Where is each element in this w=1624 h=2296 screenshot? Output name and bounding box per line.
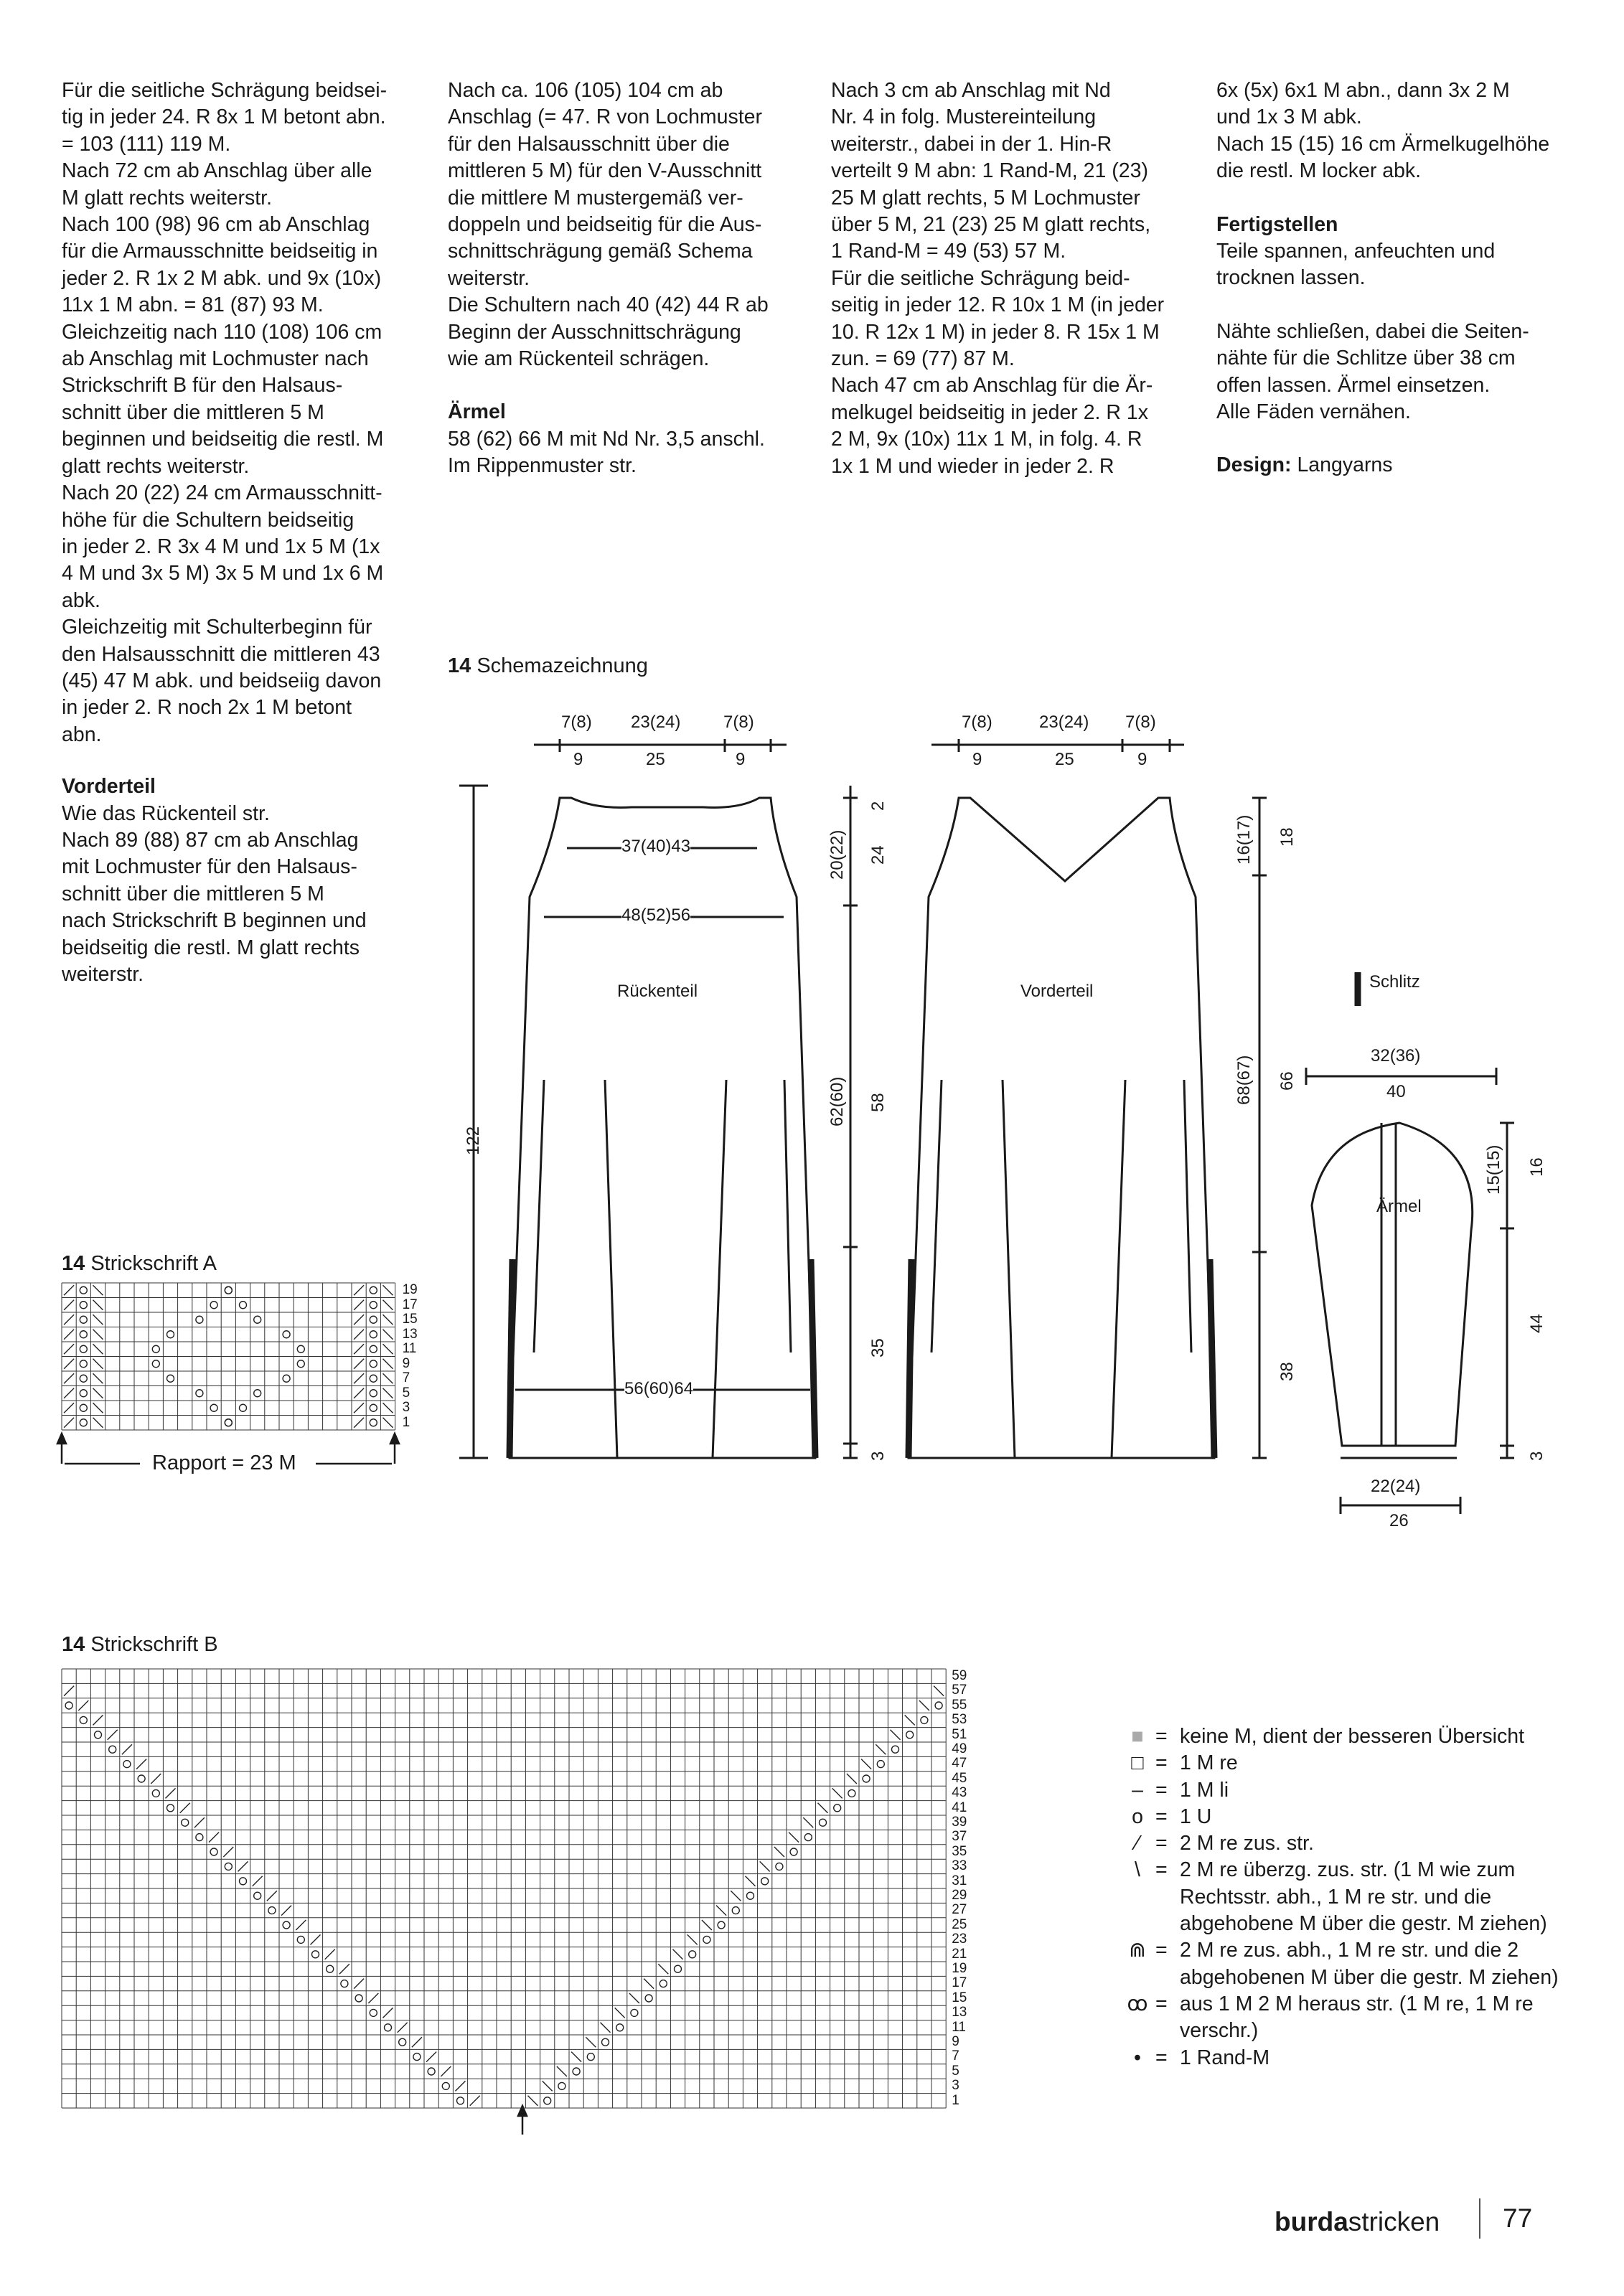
empty-square-icon: □ bbox=[1131, 1751, 1144, 1775]
legend-text: 2 M re zus. abh., 1 M re str. und die 2 abgehobenen M über die gestr. M ziehen) bbox=[1180, 1939, 1559, 1989]
chart-b-row-number: 23 bbox=[952, 1932, 967, 1947]
chart-b-row-number: 37 bbox=[952, 1829, 967, 1845]
chart-b-row-number: 27 bbox=[952, 1902, 967, 1918]
chart-b-row-number: 35 bbox=[952, 1843, 967, 1859]
sleeve-dim-top-1: 32(36) bbox=[1371, 1046, 1421, 1065]
section-heading-aermel: Ärmel bbox=[448, 400, 506, 424]
chart-b-row-number: 59 bbox=[952, 1668, 967, 1683]
back-dim-35: 35 bbox=[868, 1338, 888, 1358]
legend-equals: = bbox=[1155, 1832, 1168, 1855]
back-dim-armhole: 20(22) bbox=[827, 829, 847, 880]
legend-text: 1 M li bbox=[1180, 1778, 1229, 1802]
dash-icon: – bbox=[1132, 1778, 1143, 1802]
front-piece-label: Vorderteil bbox=[1020, 982, 1094, 1001]
legend-text: 2 M re zus. str. bbox=[1180, 1832, 1314, 1855]
design-credit: Design: Langyarns bbox=[1216, 453, 1393, 477]
chart-b-row-number: 25 bbox=[952, 1916, 967, 1932]
legend-item bbox=[1120, 1750, 1579, 1777]
chart-a-row-number: 9 bbox=[402, 1355, 410, 1371]
chart-b-row-number: 57 bbox=[952, 1683, 967, 1698]
legend-text: 1 Rand-M bbox=[1180, 2046, 1270, 2069]
front-dim-18: 18 bbox=[1277, 827, 1297, 847]
cross-icon: ꝏ bbox=[1127, 1992, 1148, 2015]
chart-b-row-number: 9 bbox=[952, 2034, 959, 2049]
chart-a-row-number: 3 bbox=[402, 1400, 410, 1415]
legend-equals: = bbox=[1155, 1778, 1168, 1802]
front-dim-38: 38 bbox=[1277, 1362, 1297, 1381]
legend-equals: = bbox=[1155, 1939, 1168, 1962]
chart-b-row-number: 51 bbox=[952, 1726, 967, 1742]
front-dim-16: 16(17) bbox=[1234, 814, 1254, 865]
back-piece-outline bbox=[510, 798, 815, 1458]
back-dim-shoulder-left: 7(8) bbox=[561, 712, 592, 732]
front-dim-68: 68(67) bbox=[1234, 1055, 1254, 1105]
back-dim-shoulder-left-2: 9 bbox=[573, 750, 583, 769]
chart-a-row-number: 1 bbox=[402, 1414, 410, 1430]
paragraph: Nach 3 cm ab Anschlag mit Nd Nr. 4 in folg. Mustereinteilung weiterstr., dabei in der 1. Hin-R verteilt 9 M abn: 1 Rand-M, 21 (23) 25 M glatt rechts, 5 M Lochmuster über 5 M, 21 (23) 25 M glatt rechts, 1 Rand-M = 49 (53) 57 M. Für die seitliche Schrägung beid- seitig in jeder 12. R 10x 1 M (in jeder 10. R 12x 1 M) in jeder 8. R 15x 1 M zun. = 69 (77) 87 M. Nach 47 cm ab Anschlag für die Är- melkugel beidseitig in jeder 2. R 1x 2 M, 9x (10x) 11x 1 M, in folg. 4. R 1x 1 M und wieder in jeder 2. R bbox=[831, 79, 1165, 478]
front-dim-neck-2: 25 bbox=[1055, 750, 1074, 769]
chart-b-row-number: 49 bbox=[952, 1741, 967, 1756]
chart-a-row-number: 11 bbox=[402, 1341, 417, 1356]
back-width-3: 56(60)64 bbox=[624, 1379, 694, 1398]
chart-b-row-number: 31 bbox=[952, 1873, 967, 1888]
legend-equals: = bbox=[1155, 1805, 1168, 1828]
slit-legend-label: Schlitz bbox=[1369, 972, 1420, 992]
paragraph: Für die seitliche Schrägung beidsei- tig in jeder 24. R 8x 1 M betont abn. = 103 (111) 119 M. Nach 72 cm ab Anschlag über alle M glatt rechts weiterstr. Nach 100 (98) 96 cm ab Anschlag für die Armausschnitte beidseitig in jeder 2. R 1x 2 M abk. und 9x (10x) 11x 1 M abn. = 81 (87) 93 M. Gleichzeitig nach 110 (108) 106 cm ab Anschlag mit Lochmuster nach Strickschrift B für den Halsaus- schnitt über die mittleren 5 M beginnen und beidseitig die restl. M glatt rechts weiterstr. Nach 20 (22) 24 cm Armausschnitt- höhe für die Schultern beidseitig in jeder 2. R 3x 4 M und 1x 5 M (1x 4 M und 3x 5 M) 3x 5 M und 1x 6 M abk. Gleichzeitig mit Schulterbeginn für den Halsausschnitt die mittleren 43 (45) 47 M abk. und beidseiig davon in jeder 2. R noch 2x 1 M betont abn. bbox=[62, 79, 388, 746]
back-width-1: 37(40)43 bbox=[621, 837, 691, 856]
sleeve-dim-44: 44 bbox=[1527, 1314, 1546, 1333]
legend-equals: = bbox=[1155, 1751, 1168, 1775]
back-dim-3: 3 bbox=[868, 1451, 888, 1461]
sleeve-dim-3: 3 bbox=[1527, 1451, 1546, 1461]
chart-b-row-number: 45 bbox=[952, 1770, 967, 1786]
section-heading-vorderteil: Vorderteil bbox=[62, 775, 156, 799]
paragraph: Teile spannen, anfeuchten und trocknen lassen. bbox=[1216, 240, 1496, 290]
chart-b-row-number: 5 bbox=[952, 2063, 959, 2079]
chart-b-row-number: 13 bbox=[952, 2005, 967, 2020]
gray-square-icon: ■ bbox=[1131, 1725, 1144, 1748]
chart-a-row-number: 19 bbox=[402, 1282, 418, 1297]
slit-line bbox=[1210, 1259, 1214, 1458]
chart-a-row-number: 13 bbox=[402, 1326, 418, 1342]
text-column-2 bbox=[448, 77, 799, 507]
front-dim-66: 66 bbox=[1277, 1071, 1297, 1091]
footer-divider bbox=[1479, 2198, 1480, 2239]
chart-a-repeat-label: Rapport = 23 M bbox=[152, 1452, 296, 1474]
chart-a-row-number: 5 bbox=[402, 1385, 410, 1401]
back-width-2: 48(52)56 bbox=[621, 905, 691, 925]
legend-text: 1 U bbox=[1180, 1805, 1212, 1828]
sleeve-dim-15: 15(15) bbox=[1484, 1144, 1503, 1195]
text-column-1 bbox=[62, 77, 413, 1015]
chart-b-row-number: 1 bbox=[952, 2092, 959, 2108]
arch-icon: ⋒ bbox=[1129, 1939, 1146, 1962]
paragraph: Nach ca. 106 (105) 104 cm ab Anschlag (= 47. R von Lochmuster für den Halsausschnitt über die mittleren 5 M) für den V-Ausschnitt die mittlere M mustergemäß ver- doppeln und beidseitig für die Aus- schnittschrägung gemäß Schema weiterstr. Die Schultern nach 40 (42) 44 R ab Beginn der Ausschnittschrägung wie am Rückenteil schrägen. bbox=[448, 79, 769, 371]
sleeve-dim-top-2: 40 bbox=[1386, 1082, 1406, 1101]
legend-equals: = bbox=[1155, 1858, 1168, 1882]
chart-b-row-number: 55 bbox=[952, 1697, 967, 1713]
paragraph: Wie das Rückenteil str. Nach 89 (88) 87 cm ab Anschlag mit Lochmuster für den Halsaus- schnitt über die mittleren 5 M nach Strickschrift B beginnen und beidseitig die restl. M glatt rechts weiterstr. bbox=[62, 801, 367, 986]
sleeve-outline bbox=[1312, 1123, 1473, 1446]
legend-equals: = bbox=[1155, 1725, 1168, 1748]
legend-item bbox=[1120, 2045, 1579, 2071]
page-number: 77 bbox=[1503, 2203, 1533, 2233]
chart-a-row-number: 17 bbox=[402, 1297, 418, 1312]
legend-item bbox=[1120, 1804, 1579, 1830]
legend-item bbox=[1120, 1991, 1579, 2045]
legend-equals: = bbox=[1155, 2046, 1168, 2069]
slash-icon: ⁄ bbox=[1135, 1832, 1140, 1855]
chart-a-row-number: 7 bbox=[402, 1370, 410, 1385]
chart-b-row-number: 19 bbox=[952, 1961, 967, 1976]
legend-text: 1 M re bbox=[1180, 1751, 1238, 1775]
sleeve-dim-bottom-1: 22(24) bbox=[1371, 1477, 1421, 1496]
chart-b-row-number: 29 bbox=[952, 1888, 967, 1903]
schema-title: 14 Schemazeichnung bbox=[448, 654, 648, 677]
slit-line bbox=[909, 1259, 911, 1458]
front-piece-outline bbox=[909, 798, 1214, 1458]
text-column-4 bbox=[1216, 77, 1568, 479]
chart-b-row-number: 33 bbox=[952, 1858, 967, 1874]
text-column-3 bbox=[831, 77, 1183, 507]
slit-line bbox=[811, 1259, 815, 1458]
back-dim-neck-2: 25 bbox=[646, 750, 665, 769]
paragraph: 58 (62) 66 M mit Nd Nr. 3,5 anschl. Im Rippenmuster str. bbox=[448, 427, 765, 478]
legend-item bbox=[1120, 1830, 1579, 1857]
sleeve-label: Ärmel bbox=[1376, 1197, 1422, 1216]
legend-text: keine M, dient der besseren Übersicht bbox=[1180, 1725, 1524, 1748]
legend-item bbox=[1120, 1857, 1579, 1937]
front-dim-shoulder-right-2: 9 bbox=[1137, 750, 1147, 769]
chart-b-title: 14 Strickschrift B bbox=[62, 1633, 218, 1656]
legend-item bbox=[1120, 1777, 1579, 1804]
chart-b-row-number: 7 bbox=[952, 2048, 959, 2064]
chart-b-row-number: 15 bbox=[952, 1990, 967, 2005]
chart-b-row-number: 53 bbox=[952, 1712, 967, 1728]
backslash-icon: \ bbox=[1135, 1858, 1140, 1882]
section-heading-fertigstellen: Fertigstellen bbox=[1216, 212, 1338, 236]
chart-b-row-number: 43 bbox=[952, 1785, 967, 1801]
front-dim-shoulder-right: 7(8) bbox=[1125, 712, 1156, 732]
back-dim-2: 2 bbox=[868, 801, 888, 811]
legend-equals: = bbox=[1155, 1992, 1168, 2015]
legend-item bbox=[1120, 1723, 1579, 1750]
dot-icon: • bbox=[1134, 2046, 1141, 2069]
back-dim-shoulder-right: 7(8) bbox=[723, 712, 754, 732]
circle-icon: o bbox=[1132, 1805, 1143, 1828]
chart-b-row-number: 47 bbox=[952, 1756, 967, 1772]
back-dim-24: 24 bbox=[868, 845, 888, 865]
paragraph: Nähte schließen, dabei die Seiten- nähte für die Schlitze über 38 cm offen lassen. Ärmel einsetzen. Alle Fäden vernähen. bbox=[1216, 319, 1529, 424]
chart-b-row-number: 3 bbox=[952, 2078, 959, 2094]
sleeve-dim-16: 16 bbox=[1527, 1157, 1546, 1177]
front-dim-shoulder-left-2: 9 bbox=[972, 750, 982, 769]
sleeve-dim-bottom-2: 26 bbox=[1389, 1511, 1409, 1530]
back-dim-58: 58 bbox=[868, 1093, 888, 1112]
chart-legend bbox=[1120, 1723, 1579, 2071]
back-height-total: 122 bbox=[464, 1126, 483, 1155]
brand-footer: burdastricken bbox=[1275, 2207, 1440, 2236]
front-dim-shoulder-left: 7(8) bbox=[962, 712, 992, 732]
legend-text: 2 M re überzg. zus. str. (1 M wie zum Rechtsstr. abh., 1 M re str. und die abgehobene M über die gestr. M ziehen) bbox=[1180, 1858, 1547, 1936]
chart-a-title: 14 Strickschrift A bbox=[62, 1252, 217, 1275]
chart-b-row-number: 39 bbox=[952, 1815, 967, 1830]
back-piece-label: Rückenteil bbox=[617, 982, 698, 1001]
slit-line bbox=[510, 1259, 512, 1458]
chart-a-row-number: 15 bbox=[402, 1312, 418, 1327]
back-dim-neck: 23(24) bbox=[631, 712, 681, 732]
back-dim-shoulder-right-2: 9 bbox=[736, 750, 746, 769]
paragraph: 6x (5x) 6x1 M abn., dann 3x 2 M und 1x 3 M abk. Nach 15 (15) 16 cm Ärmelkugelhöhe die restl. M locker abk. bbox=[1216, 79, 1550, 183]
legend-text: aus 1 M 2 M heraus str. (1 M re, 1 M re verschr.) bbox=[1180, 1992, 1534, 2043]
chart-b-row-number: 21 bbox=[952, 1946, 967, 1962]
front-dim-neck: 23(24) bbox=[1039, 712, 1089, 732]
chart-b-row-number: 41 bbox=[952, 1799, 967, 1815]
legend-item bbox=[1120, 1937, 1579, 1991]
chart-b-row-number: 11 bbox=[952, 2019, 966, 2035]
back-dim-62: 62(60) bbox=[827, 1076, 847, 1126]
chart-b-row-number: 17 bbox=[952, 1975, 967, 1991]
